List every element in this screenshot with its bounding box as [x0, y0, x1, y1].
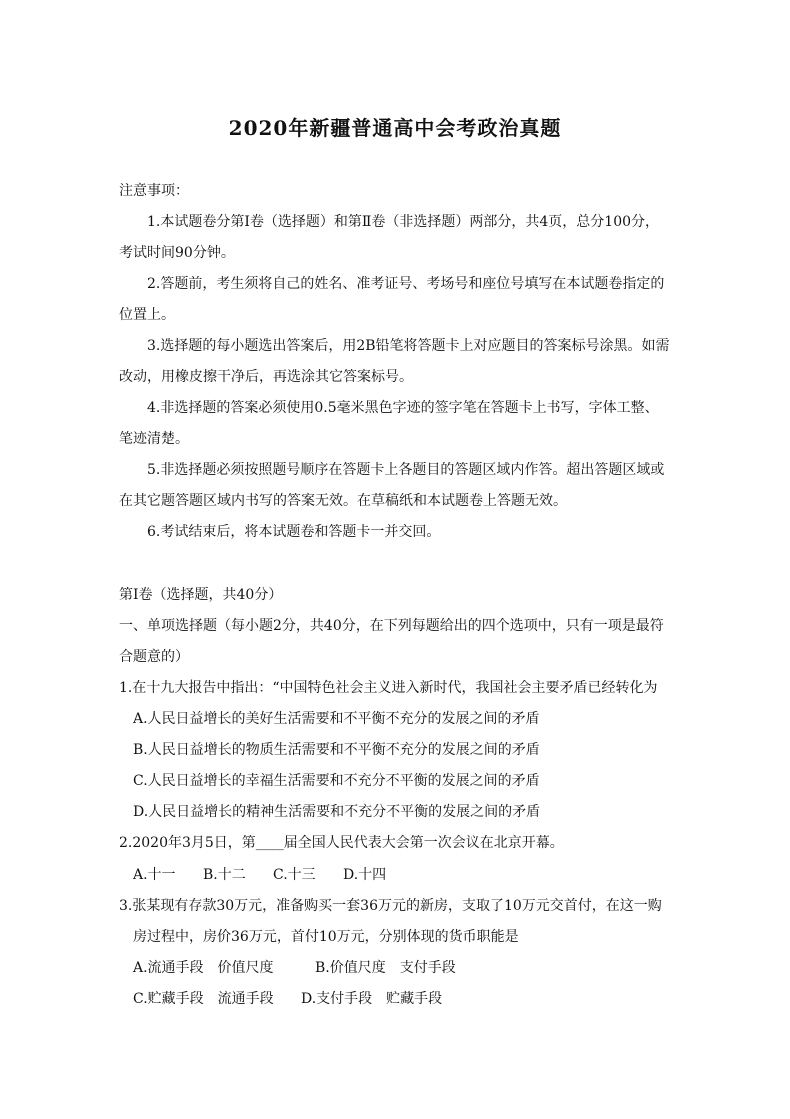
- notice-item-6: 6.考试结束后，将本试题卷和答题卡一并交回。: [147, 524, 441, 540]
- question-2-option-b: B.十二: [203, 867, 246, 883]
- question-2-option-a: A.十一: [133, 867, 176, 883]
- question-2-option-d: D.十四: [343, 867, 387, 883]
- question-3-option-c: C.贮藏手段 流通手段: [133, 991, 274, 1007]
- notice-item-5-line1: 5.非选择题必须按照题号顺序在答题卡上各题目的答题区域内作答。超出答题区域或: [147, 462, 665, 478]
- section-heading: 第Ⅰ卷（选择题，共40分）: [119, 587, 283, 603]
- notice-item-1-line2: 考试时间90分钟。: [119, 245, 235, 261]
- question-1-option-c: C.人民日益增长的幸福生活需要和不充分不平衡的发展之间的矛盾: [133, 773, 540, 789]
- section-instruction-line2: 合题意的）: [119, 649, 189, 665]
- notice-item-2-line1: 2.答题前，考生须将自己的姓名、准考证号、考场号和座位号填写在本试题卷指定的: [147, 276, 665, 292]
- question-1-option-b: B.人民日益增长的物质生活需要和不平衡不充分的发展之间的矛盾: [133, 742, 540, 758]
- question-3-option-b: B.价值尺度 支付手段: [315, 960, 456, 976]
- question-2-option-c: C.十三: [273, 867, 316, 883]
- question-3-option-d: D.支付手段 贮藏手段: [301, 991, 443, 1007]
- section-instruction-line1: 一、单项选择题（每小题2分，共40分，在下列每题给出的四个选项中，只有一项是最符: [119, 618, 664, 634]
- question-1-option-d: D.人民日益增长的精神生活需要和不充分不平衡的发展之间的矛盾: [133, 804, 541, 820]
- notice-item-3-line2: 改动，用橡皮擦干净后，再选涂其它答案标号。: [119, 369, 413, 385]
- question-3-stem-line2: 房过程中，房价36万元，首付10万元，分别体现的货币职能是: [133, 929, 519, 945]
- notice-item-2-line2: 位置上。: [119, 307, 175, 323]
- question-3-stem-line1: 3.张某现有存款30万元，准备购买一套36万元的新房，支取了10万元交首付，在这一购: [119, 898, 662, 914]
- question-2-stem: 2.2020年3月5日，第____届全国人民代表大会第一次会议在北京开幕。: [119, 835, 564, 851]
- notice-item-4-line1: 4.非选择题的答案必须使用0.5毫米黑色字迹的签字笔在答题卡上书写，字体工整、: [147, 400, 659, 416]
- notice-item-1-line1: 1.本试题卷分第Ⅰ卷（选择题）和第Ⅱ卷（非选择题）两部分，共4页，总分100分，: [147, 214, 660, 230]
- notice-item-5-line2: 在其它题答题区域内书写的答案无效。在草稿纸和本试题卷上答题无效。: [119, 493, 567, 509]
- notice-item-3-line1: 3.选择题的每小题选出答案后，用2B铅笔将答题卡上对应题目的答案标号涂黑。如需: [147, 338, 670, 354]
- notice-item-4-line2: 笔迹清楚。: [119, 431, 189, 447]
- page-title: 2020年新疆普通高中会考政治真题: [228, 116, 562, 140]
- question-1-stem: 1.在十九大报告中指出：“中国特色社会主义进入新时代，我国社会主要矛盾已经转化为: [119, 680, 658, 696]
- notice-heading: 注意事项：: [119, 183, 189, 199]
- question-3-option-a: A.流通手段 价值尺度: [133, 960, 274, 976]
- question-1-option-a: A.人民日益增长的美好生活需要和不平衡不充分的发展之间的矛盾: [133, 711, 540, 727]
